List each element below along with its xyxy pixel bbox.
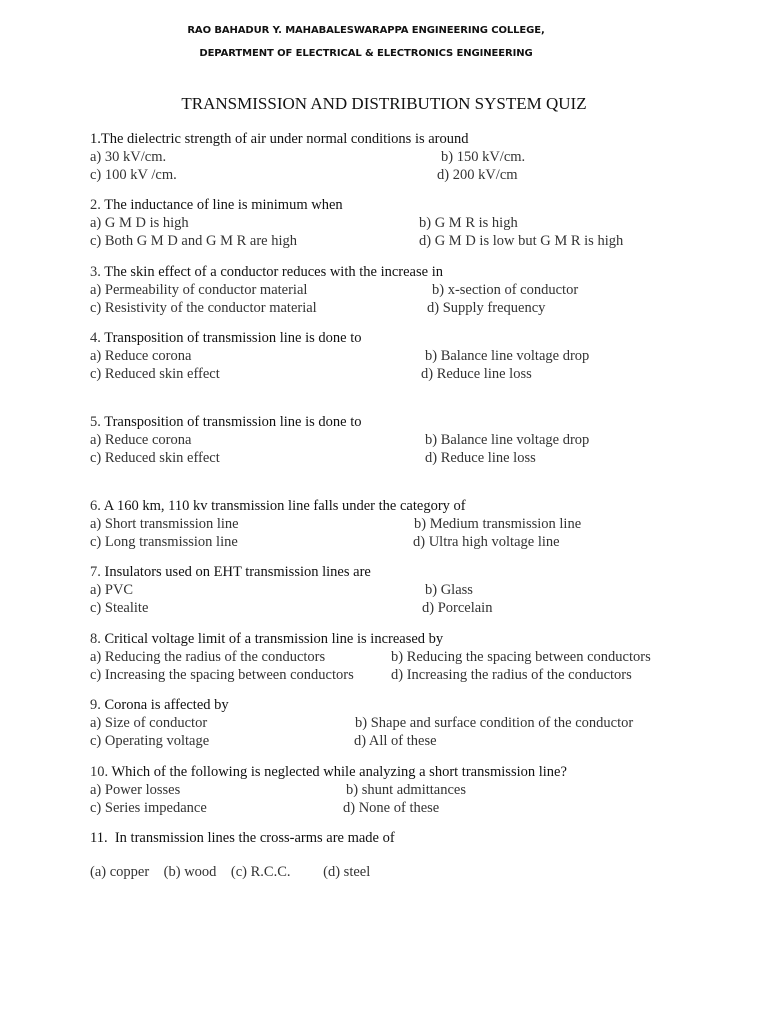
option-d: d) All of these [354, 733, 437, 749]
option-b: b) x-section of conductor [432, 282, 579, 298]
option-b: b) 150 kV/cm. [441, 149, 526, 165]
question-text: The skin effect of a conductor reduces with the increase in [100, 264, 443, 280]
option-c: c) Reduced skin effect [90, 366, 220, 382]
option-d: d) None of these [343, 800, 440, 816]
option-a: a) Reduce corona [90, 432, 192, 448]
option-c: c) Series impedance [90, 800, 207, 816]
option-b: b) Balance line voltage drop [425, 348, 590, 364]
option-a: a) Power losses [90, 782, 181, 798]
question-9 [90, 696, 229, 714]
page-title: TRANSMISSION AND DISTRIBUTION SYSTEM QUIZ [181, 94, 587, 113]
option-d: d) Supply frequency [427, 300, 546, 316]
question-1 [90, 130, 469, 148]
option-d: d) G M D is low but G M R is high [419, 233, 624, 249]
option-d: d) Increasing the radius of the conductors [391, 667, 632, 683]
option-b: b) G M R is high [419, 215, 518, 231]
question-text: Transposition of transmission line is done to [100, 414, 362, 430]
question-text: The inductance of line is minimum when [100, 197, 343, 213]
question-7 [90, 563, 371, 581]
question-number: 6. [90, 498, 101, 514]
option-a: a) 30 kV/cm. [90, 149, 167, 165]
question-6 [90, 497, 466, 515]
option-a: a) Size of conductor [90, 715, 208, 731]
question-number: 4. [90, 330, 101, 346]
option-c: c) Reduced skin effect [90, 450, 220, 466]
department-name: DEPARTMENT OF ELECTRICAL & ELECTRONICS ENGINEERING [199, 48, 533, 59]
question-number: 1. [90, 131, 101, 147]
option-a: a) Permeability of conductor material [90, 282, 308, 298]
question-number: 2. [90, 197, 101, 213]
question-8 [90, 630, 443, 648]
question-5 [90, 413, 362, 431]
option-c: c) Long transmission line [90, 534, 238, 550]
college-name: RAO BAHADUR Y. MAHABALESWARAPPA ENGINEERING COLLEGE, [187, 25, 545, 36]
option-a: a) PVC [90, 582, 134, 598]
question-10 [90, 763, 567, 781]
option-b: b) Reducing the spacing between conductors [391, 649, 651, 665]
option-d: d) Reduce line loss [421, 366, 532, 382]
option-a: a) Short transmission line [90, 516, 239, 532]
option-b: b) shunt admittances [346, 782, 467, 798]
question-text: Which of the following is neglected while analyzing a short transmission line? [108, 764, 567, 780]
option-b: b) Medium transmission line [414, 516, 582, 532]
option-a: a) G M D is high [90, 215, 189, 231]
option-c: c) Stealite [90, 600, 149, 616]
option-c: c) Resistivity of the conductor material [90, 300, 317, 316]
option-d: d) Porcelain [422, 600, 493, 616]
option-a: a) Reducing the radius of the conductors [90, 649, 326, 665]
option-d: d) Ultra high voltage line [413, 534, 560, 550]
option-c: c) Operating voltage [90, 733, 210, 749]
question-text: Corona is affected by [100, 697, 229, 713]
question-number: 9. [90, 697, 101, 713]
question-2 [90, 196, 343, 214]
option-a: a) Reduce corona [90, 348, 192, 364]
option-c: c) Both G M D and G M R are high [90, 233, 298, 249]
option-b: b) Glass [425, 582, 473, 598]
question-text: A 160 km, 110 kv transmission line falls under the category of [100, 498, 466, 514]
question-text: Insulators used on EHT transmission lines are [100, 564, 371, 580]
question-number: 5. [90, 414, 101, 430]
option-d: d) 200 kV/cm [437, 167, 518, 183]
question-text: The dielectric strength of air under normal conditions is around [100, 131, 469, 147]
option-c: c) 100 kV /cm. [90, 167, 177, 183]
option-b: b) Balance line voltage drop [425, 432, 590, 448]
question-number: 7. [90, 564, 101, 580]
option-d: d) Reduce line loss [425, 450, 536, 466]
question-number: 3. [90, 264, 101, 280]
option-b: b) Shape and surface condition of the conductor [355, 715, 634, 731]
question-11-options: (a) copper (b) wood (c) R.C.C. (d) steel [90, 864, 371, 880]
question-text: Transposition of transmission line is done to [100, 330, 362, 346]
option-c: c) Increasing the spacing between conductors [90, 667, 354, 683]
question-text: Critical voltage limit of a transmission line is increased by [100, 631, 444, 647]
question-11-text: 11. In transmission lines the cross-arms are made of [90, 830, 395, 846]
question-number: 8. [90, 631, 101, 647]
question-4 [90, 329, 362, 347]
question-number: 10. [90, 764, 109, 780]
question-3 [90, 263, 443, 281]
